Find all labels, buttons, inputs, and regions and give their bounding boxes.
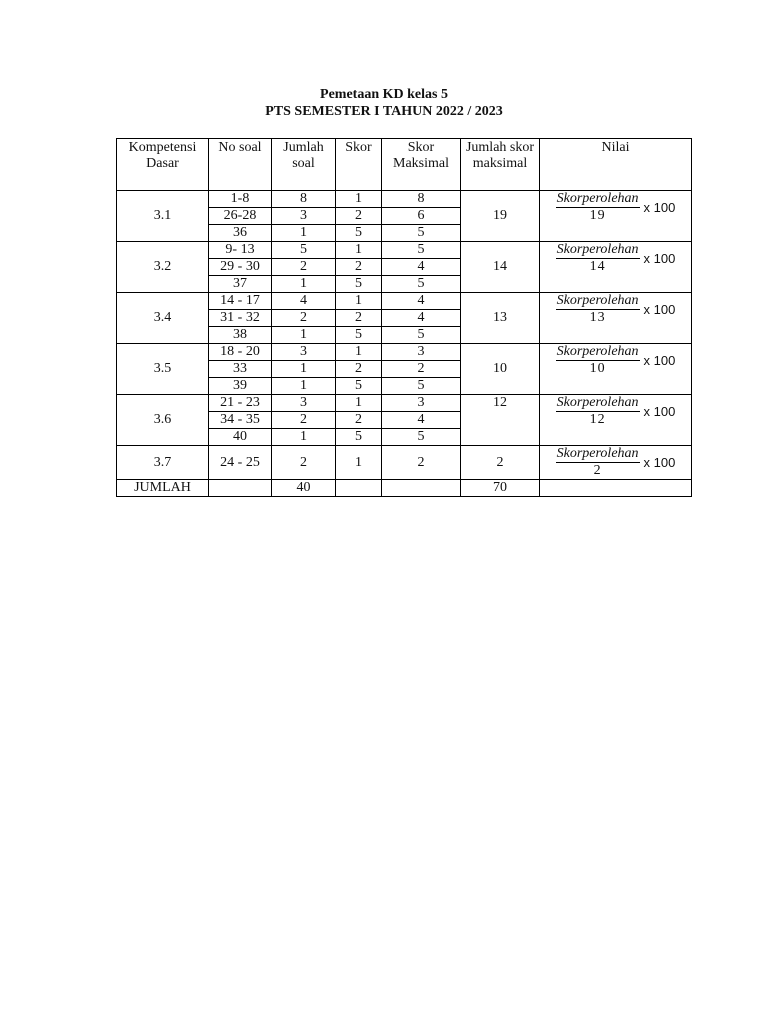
skor-maksimal-cell: 2 (382, 446, 461, 480)
skor-cell: 1 (336, 191, 382, 208)
formula-denominator: 19 (589, 208, 606, 223)
no-soal-cell: 21 - 23 (209, 395, 272, 412)
formula-denominator: 13 (589, 310, 606, 325)
no-soal-cell: 34 - 35 (209, 412, 272, 429)
jumlah-soal-cell: 2 (272, 412, 336, 429)
no-soal-cell: 39 (209, 378, 272, 395)
skor-maksimal-cell: 3 (382, 344, 461, 361)
no-soal-cell: 40 (209, 429, 272, 446)
nilai-formula (556, 293, 676, 326)
jumlah-soal-cell: 1 (272, 361, 336, 378)
skor-cell: 5 (336, 378, 382, 395)
skor-cell: 1 (336, 344, 382, 361)
nilai-cell (540, 395, 692, 446)
jumlah-soal-cell: 8 (272, 191, 336, 208)
header-nilai: Nilai (540, 139, 692, 191)
formula-multiplier: x 100 (643, 301, 676, 317)
document-title (0, 86, 768, 120)
no-soal-cell: 33 (209, 361, 272, 378)
header-no-soal: No soal (209, 139, 272, 191)
table-row (117, 344, 692, 361)
no-soal-cell: 31 - 32 (209, 310, 272, 327)
skor-maksimal-cell: 5 (382, 225, 461, 242)
skor-cell: 2 (336, 208, 382, 225)
table-row (117, 446, 692, 480)
title-line-2: PTS SEMESTER I TAHUN 2022 / 2023 (265, 104, 503, 119)
jumlah-skor-maksimal-cell: 10 (461, 344, 540, 395)
jumlah-soal-cell: 3 (272, 344, 336, 361)
no-soal-cell: 36 (209, 225, 272, 242)
table-footer-row (117, 480, 692, 497)
skor-cell: 5 (336, 429, 382, 446)
skor-maksimal-cell: 6 (382, 208, 461, 225)
no-soal-cell: 18 - 20 (209, 344, 272, 361)
skor-cell: 2 (336, 412, 382, 429)
formula-numerator: Skorperolehan (556, 395, 639, 410)
jumlah-soal-cell: 3 (272, 395, 336, 412)
skor-maksimal-cell: 5 (382, 242, 461, 259)
nilai-formula (556, 191, 676, 224)
formula-multiplier: x 100 (643, 199, 676, 215)
nilai-cell (540, 242, 692, 293)
footer-label: JUMLAH (117, 480, 209, 497)
no-soal-cell: 24 - 25 (209, 446, 272, 480)
kd-cell: 3.7 (117, 446, 209, 480)
skor-cell: 2 (336, 259, 382, 276)
skor-cell: 5 (336, 225, 382, 242)
table-row (117, 395, 692, 412)
skor-maksimal-cell: 5 (382, 429, 461, 446)
kd-cell: 3.6 (117, 395, 209, 446)
nilai-formula (556, 446, 676, 479)
no-soal-cell: 9- 13 (209, 242, 272, 259)
no-soal-cell: 38 (209, 327, 272, 344)
footer-empty-cell (336, 480, 382, 497)
footer-jumlah-skor: 70 (461, 480, 540, 497)
formula-multiplier: x 100 (643, 250, 676, 266)
skor-maksimal-cell: 5 (382, 327, 461, 344)
nilai-cell (540, 191, 692, 242)
formula-numerator: Skorperolehan (556, 293, 639, 308)
skor-maksimal-cell: 4 (382, 310, 461, 327)
skor-cell: 1 (336, 242, 382, 259)
table-header-row (117, 139, 692, 191)
header-jumlah-skor-maksimal: Jumlah skor maksimal (461, 139, 540, 191)
kd-cell: 3.5 (117, 344, 209, 395)
formula-multiplier: x 100 (643, 352, 676, 368)
skor-maksimal-cell: 8 (382, 191, 461, 208)
jumlah-soal-cell: 3 (272, 208, 336, 225)
formula-multiplier: x 100 (643, 403, 676, 419)
kd-mapping-table (116, 138, 692, 497)
nilai-formula (556, 242, 676, 275)
jumlah-soal-cell: 5 (272, 242, 336, 259)
skor-cell: 2 (336, 310, 382, 327)
no-soal-cell: 37 (209, 276, 272, 293)
jumlah-soal-cell: 2 (272, 259, 336, 276)
formula-numerator: Skorperolehan (556, 344, 639, 359)
jumlah-soal-cell: 2 (272, 446, 336, 480)
no-soal-cell: 29 - 30 (209, 259, 272, 276)
jumlah-soal-cell: 1 (272, 429, 336, 446)
skor-maksimal-cell: 5 (382, 378, 461, 395)
skor-cell: 1 (336, 446, 382, 480)
skor-maksimal-cell: 4 (382, 412, 461, 429)
jumlah-skor-maksimal-cell: 12 (461, 395, 540, 446)
formula-numerator: Skorperolehan (556, 446, 639, 461)
jumlah-soal-cell: 4 (272, 293, 336, 310)
jumlah-soal-cell: 2 (272, 310, 336, 327)
footer-jumlah-soal: 40 (272, 480, 336, 497)
kd-cell: 3.1 (117, 191, 209, 242)
footer-empty-cell (540, 480, 692, 497)
jumlah-soal-cell: 1 (272, 327, 336, 344)
formula-numerator: Skorperolehan (556, 191, 639, 206)
no-soal-cell: 1-8 (209, 191, 272, 208)
skor-maksimal-cell: 5 (382, 276, 461, 293)
jumlah-skor-maksimal-cell: 14 (461, 242, 540, 293)
kd-cell: 3.4 (117, 293, 209, 344)
skor-maksimal-cell: 4 (382, 259, 461, 276)
skor-cell: 1 (336, 395, 382, 412)
table-row (117, 191, 692, 208)
nilai-cell (540, 344, 692, 395)
no-soal-cell: 26-28 (209, 208, 272, 225)
table-row (117, 293, 692, 310)
jumlah-skor-maksimal-cell: 19 (461, 191, 540, 242)
footer-empty-cell (209, 480, 272, 497)
skor-cell: 1 (336, 293, 382, 310)
skor-maksimal-cell: 4 (382, 293, 461, 310)
jumlah-skor-maksimal-cell: 13 (461, 293, 540, 344)
jumlah-soal-cell: 1 (272, 276, 336, 293)
formula-denominator: 14 (589, 259, 606, 274)
nilai-formula (556, 344, 676, 377)
nilai-cell (540, 293, 692, 344)
nilai-cell (540, 446, 692, 480)
skor-cell: 2 (336, 361, 382, 378)
footer-empty-cell (382, 480, 461, 497)
header-kd: Kompetensi Dasar (117, 139, 209, 191)
jumlah-soal-cell: 1 (272, 378, 336, 395)
header-skor-maksimal: Skor Maksimal (382, 139, 461, 191)
jumlah-soal-cell: 1 (272, 225, 336, 242)
skor-cell: 5 (336, 276, 382, 293)
skor-cell: 5 (336, 327, 382, 344)
formula-multiplier: x 100 (643, 454, 676, 470)
header-skor: Skor (336, 139, 382, 191)
formula-denominator: 12 (589, 412, 606, 427)
skor-maksimal-cell: 3 (382, 395, 461, 412)
formula-numerator: Skorperolehan (556, 242, 639, 257)
table-row (117, 242, 692, 259)
header-jumlah-soal: Jumlah soal (272, 139, 336, 191)
formula-denominator: 10 (589, 361, 606, 376)
kd-cell: 3.2 (117, 242, 209, 293)
title-line-1: Pemetaan KD kelas 5 (320, 87, 448, 102)
jumlah-skor-maksimal-cell: 2 (461, 446, 540, 480)
nilai-formula (556, 395, 676, 428)
formula-denominator: 2 (593, 463, 602, 478)
no-soal-cell: 14 - 17 (209, 293, 272, 310)
skor-maksimal-cell: 2 (382, 361, 461, 378)
